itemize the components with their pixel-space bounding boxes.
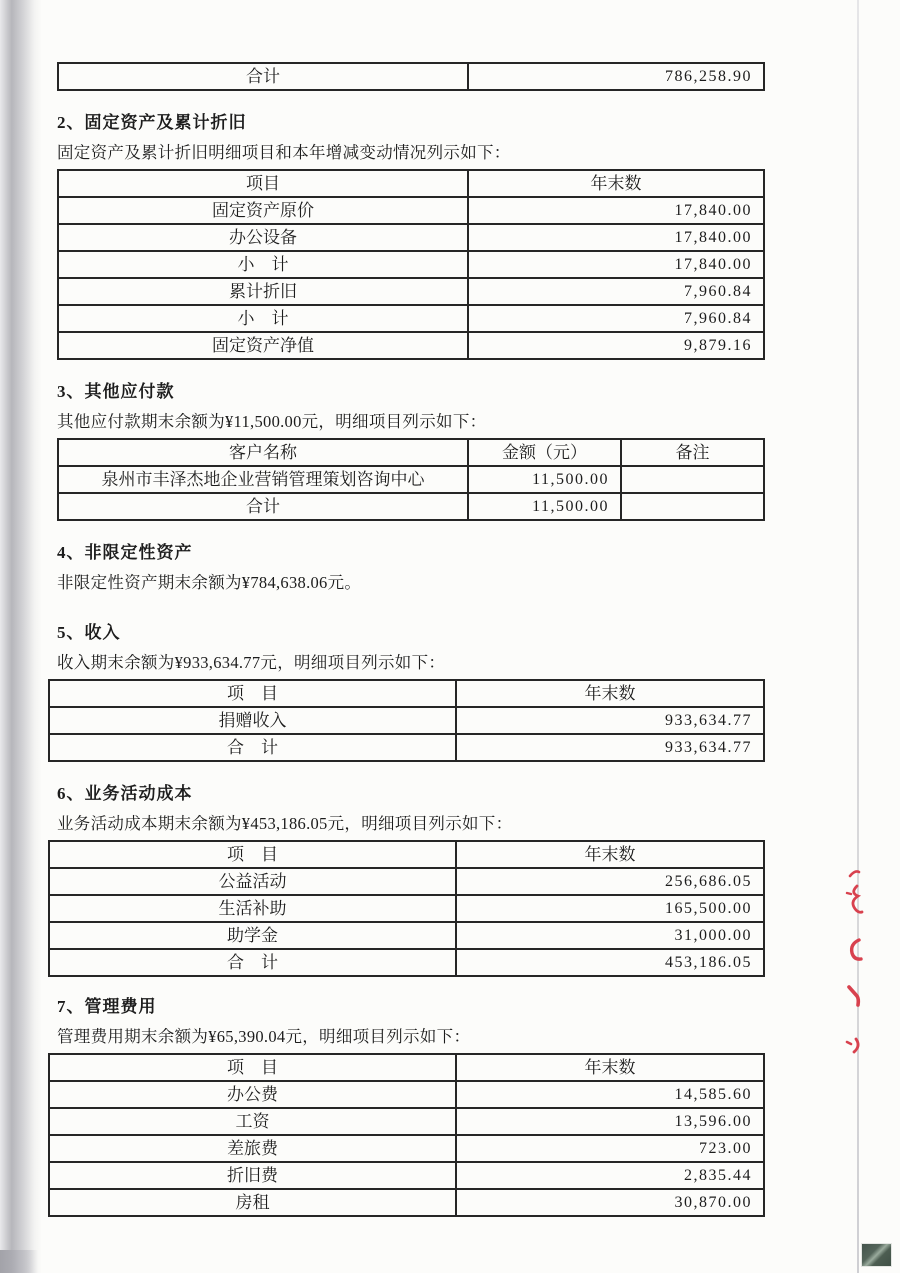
column-header-yearend: 年末数 xyxy=(456,1054,764,1081)
table-header-row xyxy=(58,439,764,466)
total-table xyxy=(57,62,765,91)
column-header-item: 项 目 xyxy=(49,680,456,707)
table-header-row xyxy=(49,680,764,707)
page-fold-line xyxy=(857,0,859,1273)
table-row xyxy=(49,1108,764,1135)
column-header-yearend: 年末数 xyxy=(456,680,764,707)
item-cell: 累计折旧 xyxy=(58,278,468,305)
table-row xyxy=(58,466,764,493)
section-heading: 4、非限定性资产 xyxy=(57,543,193,562)
note-cell xyxy=(621,493,764,520)
value-cell: 9,879.16 xyxy=(468,332,764,359)
table-row xyxy=(58,278,764,305)
item-cell: 固定资产原价 xyxy=(58,197,468,224)
value-cell: 165,500.00 xyxy=(456,895,764,922)
value-cell: 933,634.77 xyxy=(456,707,764,734)
value-cell: 14,585.60 xyxy=(456,1081,764,1108)
section-intro: 固定资产及累计折旧明细项目和本年增减变动情况列示如下： xyxy=(57,143,511,162)
table-row xyxy=(58,332,764,359)
table-row xyxy=(58,305,764,332)
section-text: 非限定性资产期末余额为¥784,638.06元。 xyxy=(57,573,362,592)
value-cell: 30,870.00 xyxy=(456,1189,764,1216)
section-intro: 收入期末余额为¥933,634.77元，明细项目列示如下： xyxy=(57,653,446,672)
value-cell: 13,596.00 xyxy=(456,1108,764,1135)
section-heading: 7、管理费用 xyxy=(57,997,157,1016)
table-row xyxy=(58,63,764,90)
table-row xyxy=(49,734,764,761)
value-cell: 7,960.84 xyxy=(468,305,764,332)
column-header-item: 项目 xyxy=(58,170,468,197)
column-header-amount: 金额（元） xyxy=(468,439,621,466)
item-cell: 工资 xyxy=(49,1108,456,1135)
table-row xyxy=(49,1081,764,1108)
item-cell: 生活补助 xyxy=(49,895,456,922)
section-management-expenses xyxy=(57,995,765,1217)
table-row xyxy=(58,197,764,224)
section-fixed-assets xyxy=(57,111,765,360)
table-row xyxy=(49,1189,764,1216)
section-intro: 其他应付款期末余额为¥11,500.00元，明细项目列示如下： xyxy=(57,412,487,431)
report-content xyxy=(57,0,765,1217)
table-header-row xyxy=(58,170,764,197)
note-cell xyxy=(621,466,764,493)
item-cell: 固定资产净值 xyxy=(58,332,468,359)
table-header-row xyxy=(49,841,764,868)
amount-cell: 11,500.00 xyxy=(468,466,621,493)
table-row xyxy=(49,949,764,976)
section-heading: 5、收入 xyxy=(57,623,121,642)
management-expenses-table xyxy=(48,1053,765,1217)
value-cell: 7,960.84 xyxy=(468,278,764,305)
section-intro: 业务活动成本期末余额为¥453,186.05元，明细项目列示如下： xyxy=(57,814,513,833)
column-header-item: 项 目 xyxy=(49,1054,456,1081)
item-cell: 小 计 xyxy=(58,305,468,332)
fixed-assets-table xyxy=(57,169,765,360)
value-cell: 256,686.05 xyxy=(456,868,764,895)
red-ink-marks xyxy=(840,862,866,1062)
scan-corner-artifact xyxy=(861,1243,892,1267)
table-row xyxy=(58,251,764,278)
item-cell: 合 计 xyxy=(49,949,456,976)
section-heading: 3、其他应付款 xyxy=(57,382,175,401)
value-cell: 31,000.00 xyxy=(456,922,764,949)
value-cell: 17,840.00 xyxy=(468,224,764,251)
table-row xyxy=(49,895,764,922)
table-row xyxy=(58,224,764,251)
column-header-yearend: 年末数 xyxy=(468,170,764,197)
item-cell: 捐赠收入 xyxy=(49,707,456,734)
item-cell: 折旧费 xyxy=(49,1162,456,1189)
table-row xyxy=(58,493,764,520)
column-header-customer: 客户名称 xyxy=(58,439,468,466)
table-row xyxy=(49,707,764,734)
table-row xyxy=(49,868,764,895)
table-header-row xyxy=(49,1054,764,1081)
other-payables-table xyxy=(57,438,765,521)
amount-cell: 11,500.00 xyxy=(468,493,621,520)
column-header-yearend: 年末数 xyxy=(456,841,764,868)
activity-costs-table xyxy=(48,840,765,977)
item-cell: 房租 xyxy=(49,1189,456,1216)
value-cell: 2,835.44 xyxy=(456,1162,764,1189)
total-value: 786,258.90 xyxy=(468,63,764,90)
section-intro: 管理费用期末余额为¥65,390.04元，明细项目列示如下： xyxy=(57,1027,471,1046)
value-cell: 17,840.00 xyxy=(468,251,764,278)
item-cell: 差旅费 xyxy=(49,1135,456,1162)
section-income xyxy=(57,621,765,762)
customer-cell: 合计 xyxy=(58,493,468,520)
value-cell: 723.00 xyxy=(456,1135,764,1162)
item-cell: 办公设备 xyxy=(58,224,468,251)
section-heading: 2、固定资产及累计折旧 xyxy=(57,113,247,132)
customer-cell: 泉州市丰泽杰地企业营销管理策划咨询中心 xyxy=(58,466,468,493)
section-unrestricted-assets xyxy=(57,541,765,595)
table-row xyxy=(49,1162,764,1189)
total-label: 合计 xyxy=(58,63,468,90)
item-cell: 办公费 xyxy=(49,1081,456,1108)
value-cell: 453,186.05 xyxy=(456,949,764,976)
section-activity-costs xyxy=(57,782,765,977)
value-cell: 933,634.77 xyxy=(456,734,764,761)
section-other-payables xyxy=(57,380,765,521)
item-cell: 小 计 xyxy=(58,251,468,278)
scan-bottom-left-smudge xyxy=(0,1250,38,1273)
scan-left-edge-shadow xyxy=(0,0,42,1273)
item-cell: 助学金 xyxy=(49,922,456,949)
column-header-item: 项 目 xyxy=(49,841,456,868)
item-cell: 公益活动 xyxy=(49,868,456,895)
table-row xyxy=(49,922,764,949)
column-header-note: 备注 xyxy=(621,439,764,466)
income-table xyxy=(48,679,765,762)
table-row xyxy=(49,1135,764,1162)
value-cell: 17,840.00 xyxy=(468,197,764,224)
section-heading: 6、业务活动成本 xyxy=(57,784,193,803)
item-cell: 合 计 xyxy=(49,734,456,761)
